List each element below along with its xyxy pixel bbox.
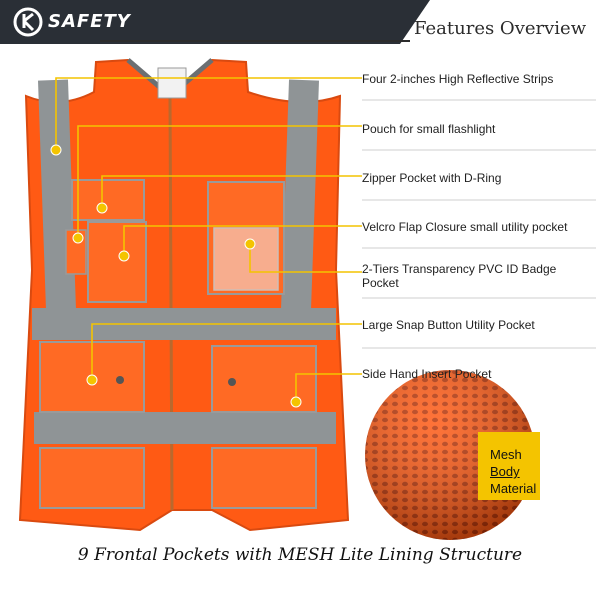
feature-reflective-strips: Four 2-inches High Reflective Strips xyxy=(362,72,554,86)
feature-snap-button-pocket: Large Snap Button Utility Pocket xyxy=(362,318,535,332)
title-divider xyxy=(100,40,410,42)
feature-id-badge-pocket: 2-Tiers Transparency PVC ID Badge Pocket xyxy=(362,262,557,290)
mesh-label-line3: Material xyxy=(490,481,537,496)
feature-side-hand-pocket: Side Hand Insert Pocket xyxy=(362,367,492,381)
mesh-label-line1: Mesh xyxy=(490,447,522,462)
feature-zipper-pocket: Zipper Pocket with D-Ring xyxy=(362,171,502,185)
mesh-label-line2: Body xyxy=(490,464,520,479)
brand-logo-text: SAFETY xyxy=(48,11,131,32)
features-overview-title: Features Overview xyxy=(414,18,587,39)
feature-flashlight-pouch: Pouch for small flashlight xyxy=(362,122,496,136)
bottom-caption: 9 Frontal Pockets with MESH Lite Lining Structure xyxy=(77,545,523,565)
feature-velcro-pocket: Velcro Flap Closure small utility pocket xyxy=(362,220,568,234)
